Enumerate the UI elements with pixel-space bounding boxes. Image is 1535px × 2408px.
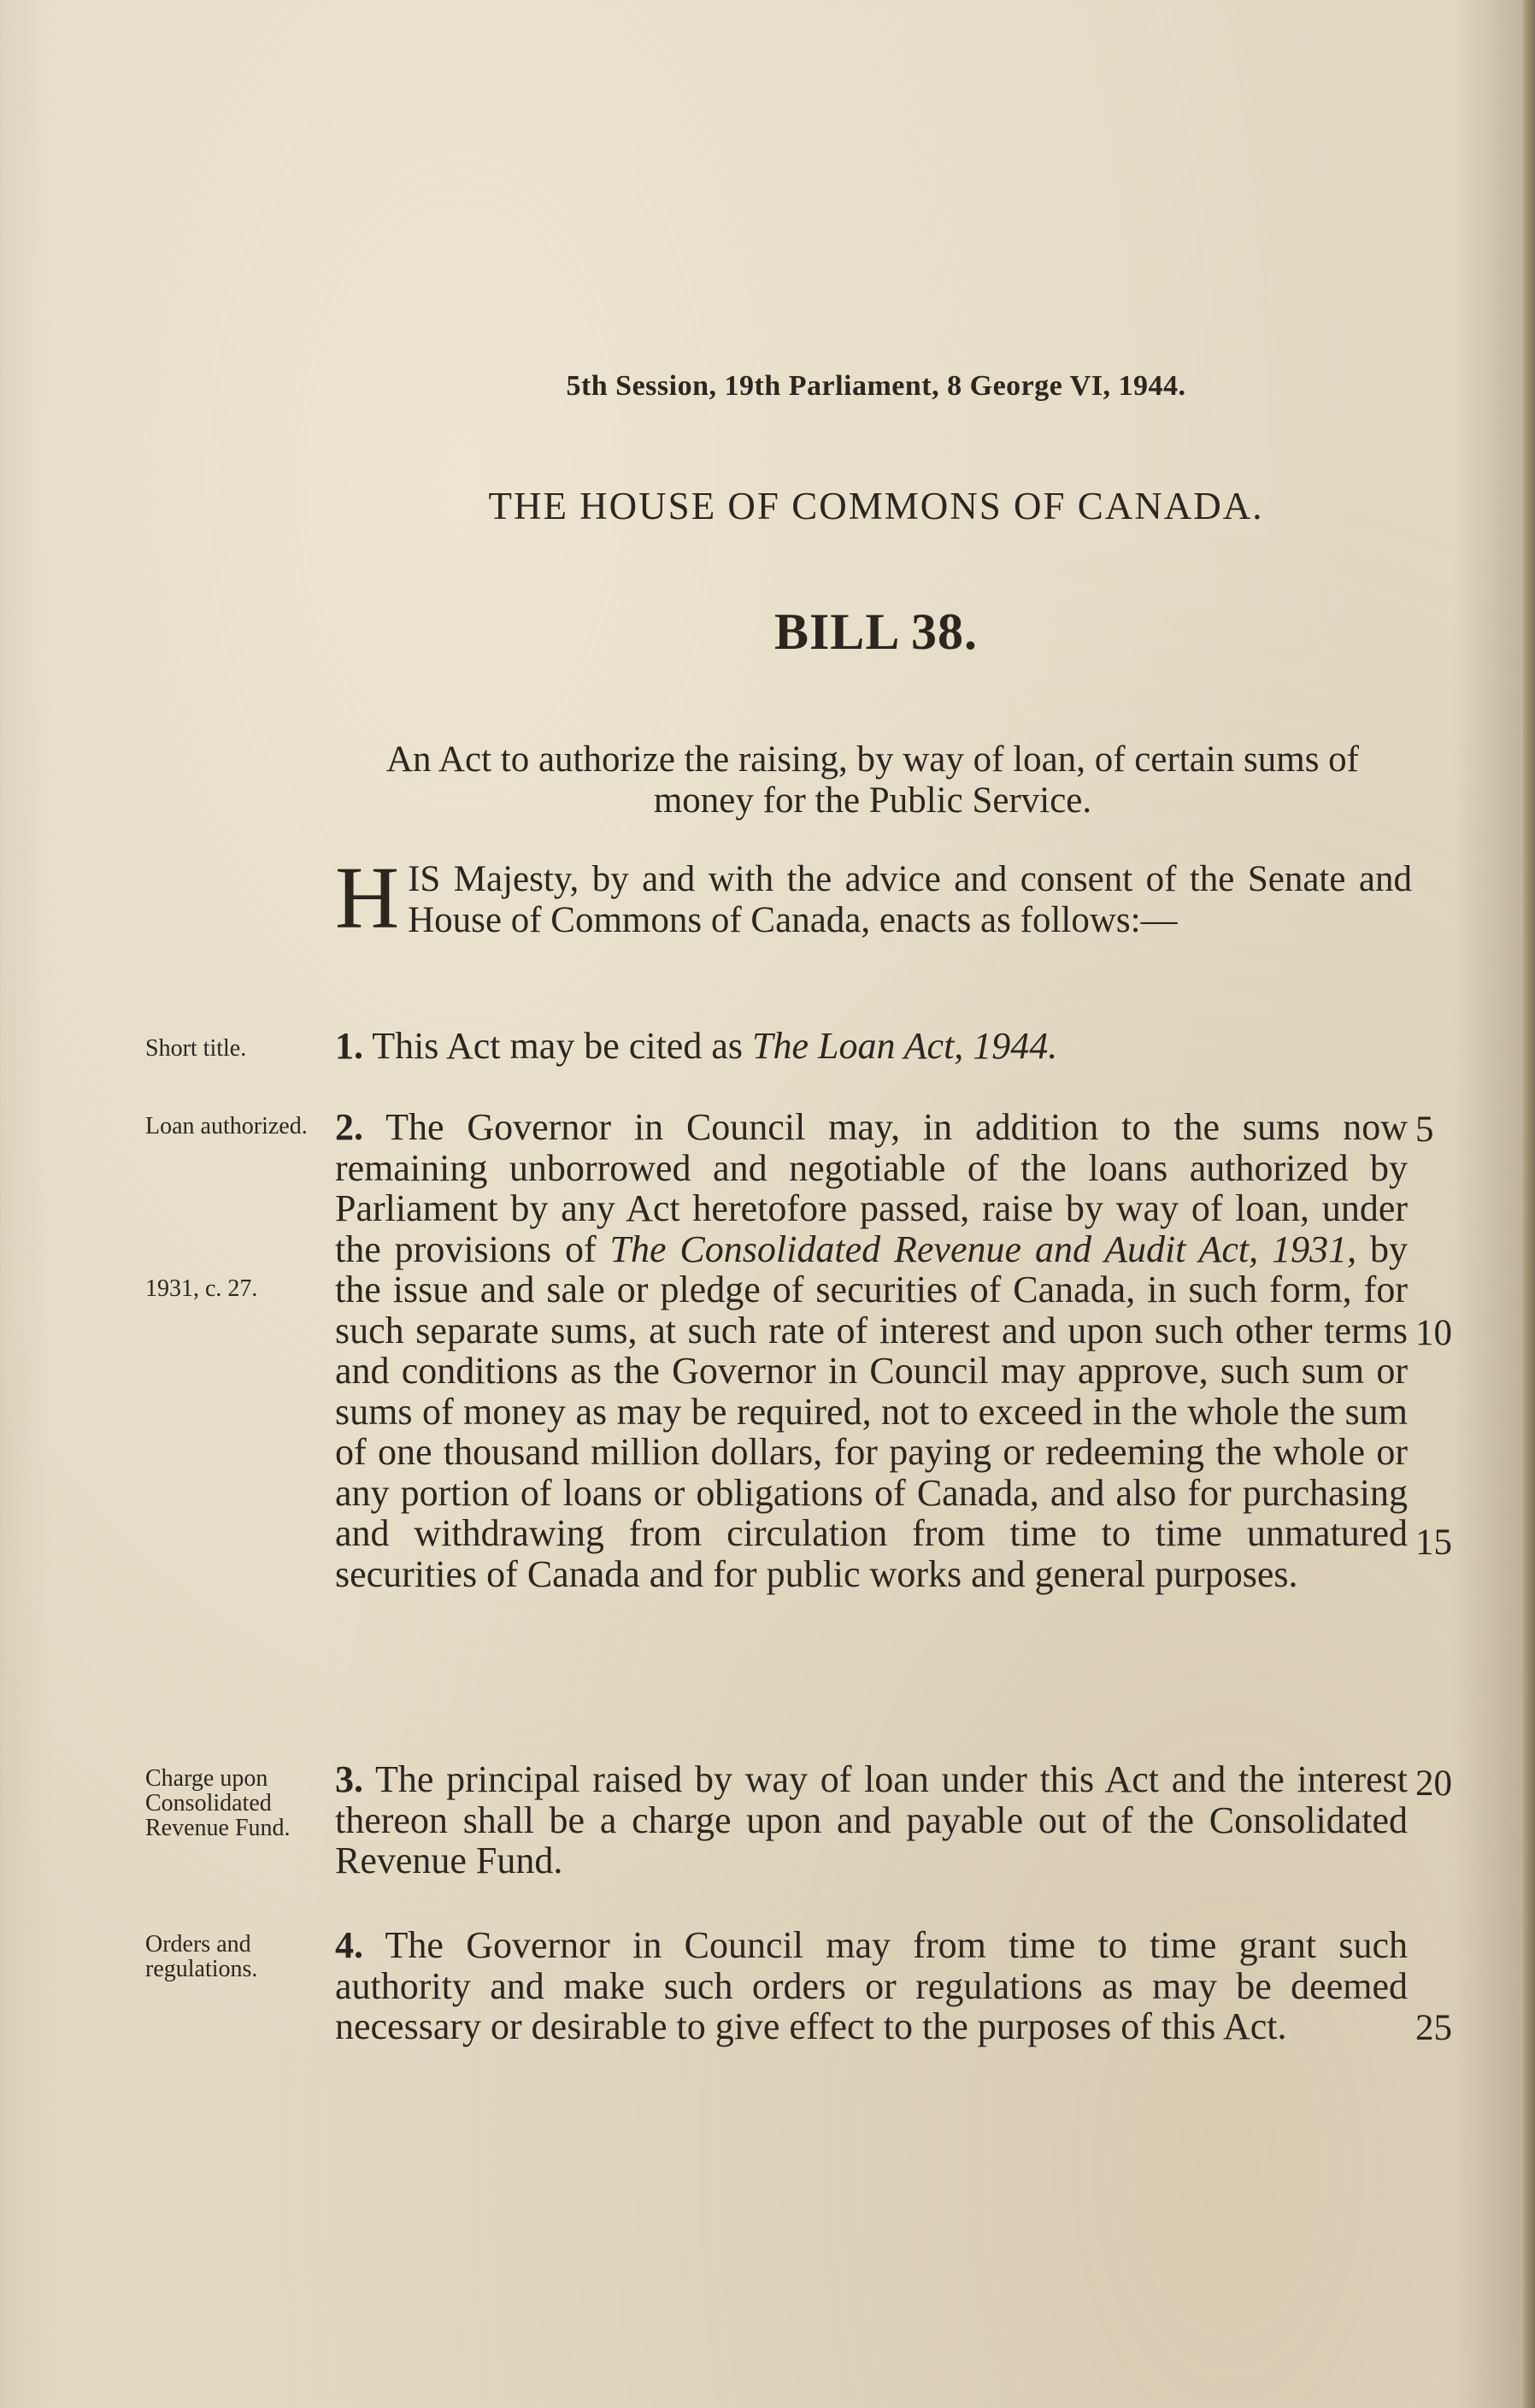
session-header: 5th Session, 19th Parliament, 8 George VI, 1944. — [566, 370, 1186, 402]
section-text: The principal raised by way of loan under this Act and the interest thereon shall be a charge upon and payable out of the Consolidated Revenue Fund. — [335, 1758, 1408, 1881]
margin-note-orders: Orders and regulations. — [145, 1931, 258, 1982]
house-title: THE HOUSE OF COMMONS OF CANADA. — [488, 485, 1264, 527]
page-spine-shadow — [1523, 0, 1535, 2408]
section-number: 4. — [335, 1924, 363, 1966]
bill-number: BILL 38. — [773, 603, 979, 660]
margin-note-charge: Charge upon Consolidated Revenue Fund. — [145, 1765, 291, 1841]
drop-cap: H — [335, 849, 400, 947]
section-number: 1. — [335, 1025, 363, 1067]
section-text: This Act may be cited as — [363, 1025, 752, 1067]
line-number: 10 — [1415, 1313, 1452, 1353]
enacting-clause — [335, 849, 1412, 947]
section-text: The Governor in Council may, in addition to the sums now remaining unborrowed and negotiable of the loans authorized by Parliament by any Act heretofore passed, raise by way of loan, under the provisions of — [335, 1106, 1408, 1270]
section-3 — [335, 1759, 1408, 1881]
line-number: 5 — [1415, 1110, 1434, 1150]
section-2 — [335, 1107, 1408, 1594]
margin-note-loan-authorized: Loan authorized. — [145, 1113, 308, 1139]
short-title-citation: The Loan Act, 1944. — [751, 1025, 1058, 1067]
act-citation: The Consolidated Revenue and Audit Act, 1931, — [609, 1228, 1357, 1270]
section-4 — [335, 1925, 1408, 2047]
enacting-text: IS Majesty, by and with the advice and consent of the Senate and House of Commons of Canada, enacts as follows:— — [408, 859, 1412, 940]
margin-note-short-title: Short title. — [145, 1035, 247, 1062]
line-number: 25 — [1415, 2008, 1452, 2048]
section-number: 2. — [335, 1106, 363, 1148]
act-long-title: An Act to authorize the raising, by way of loan, of certain sums of money for the Public Service. — [385, 739, 1359, 821]
line-number: 15 — [1415, 1522, 1452, 1563]
section-1 — [335, 1026, 1408, 1067]
margin-note-statute-ref: 1931, c. 27. — [145, 1275, 258, 1302]
section-text: The Governor in Council may from time to time grant such authority and make such orders or regulations as may be deemed necessary or desirable to give effect to the purposes of this Act. — [335, 1924, 1408, 2047]
section-text-continued: by the issue and sale or pledge of securities of Canada, in such form, for such separate sums, at such rate of interest and upon such other terms and conditions as the Governor in Council may approve, such sum or sums of money as may be required, not to exceed in the whole the sum of one thousand million dollars, for paying or redeeming the whole or any portion of loans or obligations of Canada, and also for purchasing and withdrawing from circulation from time to time unmatured securities of Canada and for public works and general purposes. — [335, 1228, 1408, 1595]
line-number: 20 — [1415, 1763, 1452, 1804]
section-number: 3. — [335, 1758, 363, 1800]
